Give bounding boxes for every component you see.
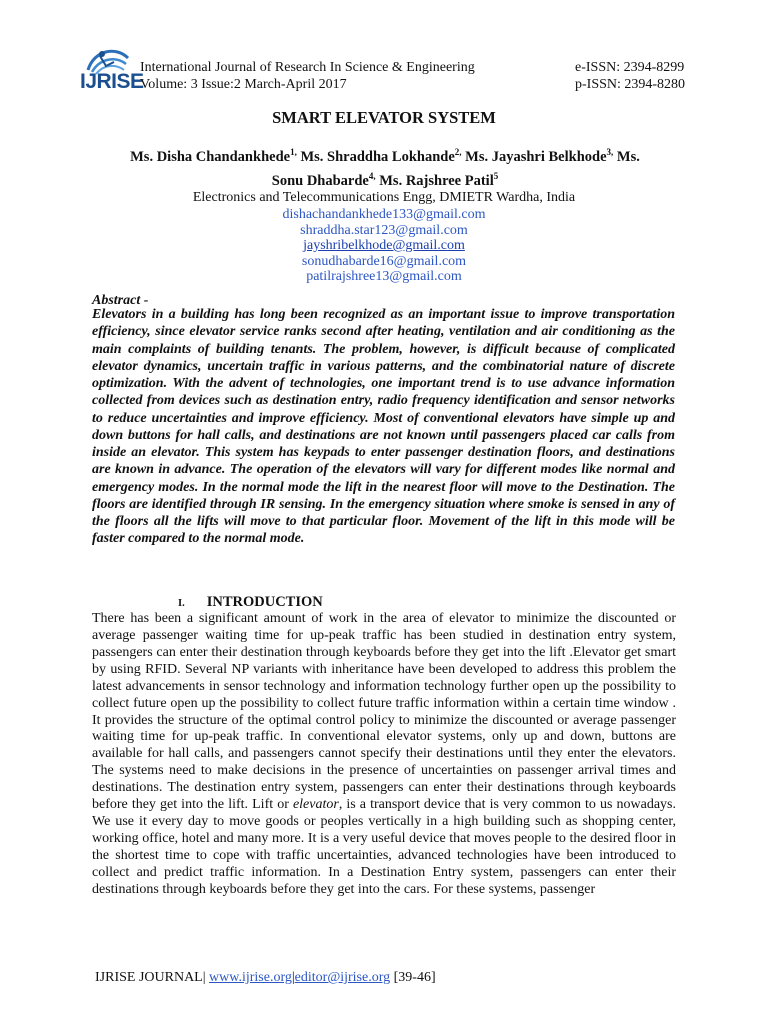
section-number: I. (178, 598, 185, 609)
author-4-prefix: Ms. (613, 148, 640, 165)
author-2: Ms. Shraddha Lokhande (296, 148, 455, 165)
author-1-sup: 1, (290, 147, 297, 157)
footer-website-link[interactable]: www.ijrise.org (209, 970, 292, 985)
eissn: e-ISSN: 2394-8299 (575, 60, 685, 75)
abstract-text: Elevators in a building has long been recognized as an important issue to improve transportation efficiency, since elevator service ranks second after heating, ventilation and air conditioning as the main complaints of building tenants. The problem, however, is difficult because of complicated elevator dynamics, uncertain traffic in various patterns, and the combinatorial nature of discrete optimization. With the advent of technologies, one important trend is to use advance information collected from devices such as destination entry, radio frequency identification and sensor networks to reduce uncertainties and improve efficiency. Most of conventional elevators have simple up and down buttons for hall calls, and destinations are not known until passengers placed car calls from inside an elevator. This system has keypads to enter passenger destination floors, and destinations are known in advance. The operation of the elevators will vary for different modes like normal and emergency modes. In the normal mode the lift in the nearest floor will move to the Destination. The floors are identified through IR sensing. In the emergency situation where smoke is sensed in any of the floors all the lifts will move to that particular floor. Movement of the lift in this mode will be faster compared to the normal mode. (92, 307, 675, 547)
email-link[interactable]: sonudhabarde16@gmail.com (301, 253, 467, 269)
section-heading (178, 594, 323, 611)
author-list (90, 143, 680, 191)
footer-journal: IJRISE JOURNAL| (95, 970, 206, 985)
section-title: INTRODUCTION (206, 594, 323, 610)
intro-text-part: There has been a significant amount of work in the area of elevator to minimize the discounted or average passenger waiting time for up-peak traffic has been studied in destination entry system, passengers can enter their destination through keyboards before they get into the lift .Elevator get smart by using RFID. Several NP variants with inheritance have been developed to address this problem the latest advancements in sensor technology and information technology further open up the possibility to collect future open up the possibility to collect future traffic information within a certain time window . It provides the structure of the optimal control policy to minimize the discounted or average passenger waiting time for up-peak traffic. In conventional elevator systems, only up and down, buttons are available for hall calls, and passengers cannot specify their destinations until they enter the elevators. The systems need to make decisions in the presence of uncertainties on passenger arrival times and destinations. The destination entry system, passengers can enter their destinations through keyboards before they get into the lift. Lift or (92, 611, 676, 813)
journal-name: International Journal of Research In Science & Engineering (140, 60, 475, 75)
footer-pages: [39-46] (393, 970, 436, 985)
footer-email-link[interactable]: editor@ijrise.org (294, 970, 391, 985)
intro-text-part: , is a transport device that is very common to us nowadays. We use it every day to move goods or peoples vertically in a high building such as shopping center, working office, hotel and many more. It is a very useful device that moves people to the desired floor in the shortest time to cope with traffic uncertainties, advanced technologies have been introduced to collect and predict traffic information. In a Destination Entry system, passengers can enter their destinations through keyboards before they get into the cars. For these systems, passenger (92, 797, 677, 897)
email-link[interactable]: jayshribelkhode@gmail.com (303, 238, 465, 253)
email-link[interactable]: shraddha.star123@gmail.com (300, 222, 468, 238)
affiliation: Electronics and Telecommunications Engg, DMIETR Wardha, India (192, 190, 576, 205)
page-footer (95, 970, 436, 986)
email-link[interactable]: dishachandankhede133@gmail.com (282, 207, 486, 222)
abstract-label: Abstract - (92, 293, 149, 308)
pissn: p-ISSN: 2394-8280 (575, 77, 686, 92)
intro-italic-term: elevator (292, 797, 339, 813)
footer-separator: | (291, 970, 295, 985)
email-link[interactable]: patilrajshree13@gmail.com (306, 269, 462, 284)
author-4-sup: 4, (368, 170, 376, 181)
author-2-sup: 2, (454, 147, 462, 157)
journal-logo-text: IJRISE (80, 70, 144, 93)
author-5: Ms. Rajshree Patil (375, 172, 494, 189)
email-list (0, 207, 768, 285)
author-3: Ms. Jayashri Belkhode (461, 148, 607, 165)
author-4: Sonu Dhabarde (271, 172, 369, 189)
introduction-text (92, 611, 676, 899)
journal-volume: Volume: 3 Issue:2 March-April 2017 (140, 77, 347, 92)
author-3-sup: 3, (606, 147, 614, 157)
paper-title: SMART ELEVATOR SYSTEM (272, 108, 496, 127)
author-1: Ms. Disha Chandankhede (130, 148, 291, 165)
author-5-sup: 5 (493, 170, 499, 181)
